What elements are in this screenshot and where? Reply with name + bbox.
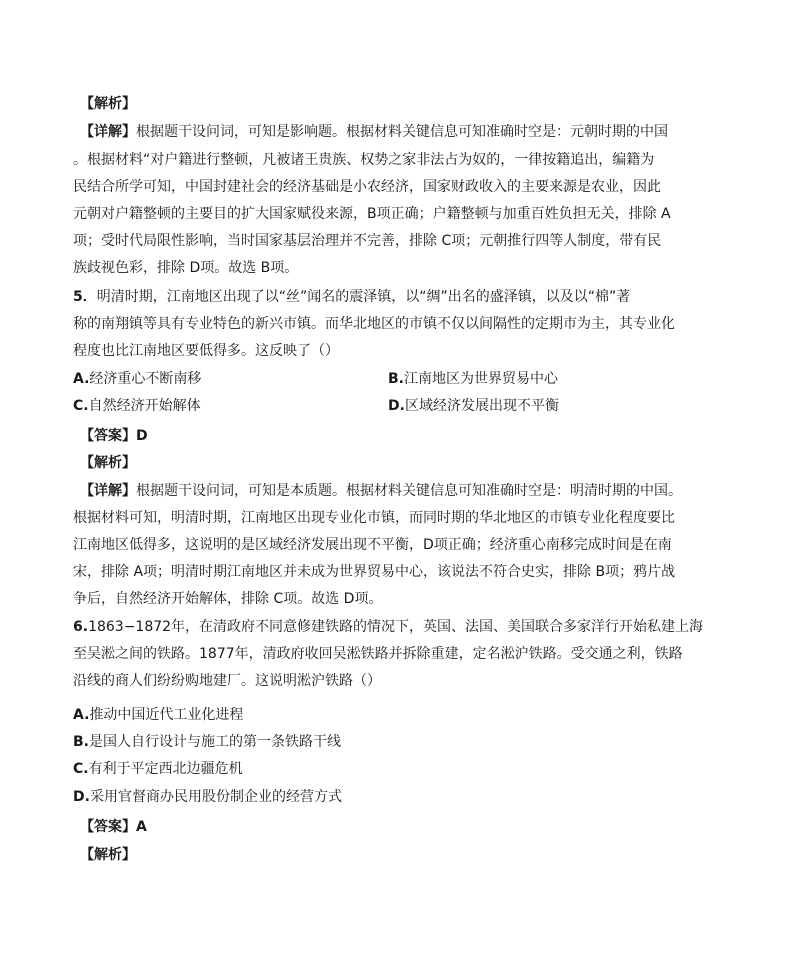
detail-paragraph-line: 族歧视色彩，排除 D项。故选 B项。 [73,260,299,276]
question-number: 5． [73,289,97,305]
detail-label: 【详解】 [80,483,136,499]
detail-paragraph-line: 项；受时代局限性影响，当时国家基层治理并不完善，排除 C项；元朝推行四等人制度，带有民 [73,233,662,249]
answer-value: A [136,819,147,835]
option-b: B.江南地区为世界贸易中心 [388,371,558,387]
option-b: B.是国人自行设计与施工的第一条铁路干线 [73,734,341,750]
analysis-heading: 【解析】 [80,455,136,471]
question-6-stem-line: 至吴淞之间的铁路。1877年，清政府收回吴淞铁路并拆除重建，定名淞沪铁路。受交通之利，铁路 [73,646,683,662]
option-d: D.采用官督商办民用股份制企业的经营方式 [73,789,342,805]
detail-paragraph-line: 元朝对户籍整顿的主要目的扩大国家赋役来源，B项正确；户籍整顿与加重百姓负担无关，排除 A [73,206,671,222]
question-6-stem: 6.1863−1872年，在清政府不同意修建铁路的情况下，英国、法国、美国联合多家洋行开始私建上海 [73,619,704,635]
analysis-heading: 【解析】 [80,96,136,112]
detail-paragraph-line: 争后，自然经济开始解体，排除 C项。故选 D项。 [73,591,383,607]
question-6-stem-line: 沿线的商人们纷纷购地建厂。这说明淞沪铁路（） [73,673,381,689]
question-5-stem: 5．明清时期，江南地区出现了以“丝”闻名的震泽镇，以“绸”出名的盛泽镇，以及以“棉”著 [73,289,631,305]
question-5-stem-line: 称的南翔镇等具有专业特色的新兴市镇。而华北地区的市镇不仅以间隔性的定期市为主，其专业化 [73,316,675,332]
option-a: A.经济重心不断南移 [73,371,202,387]
question-number: 6. [73,619,89,635]
answer-label: 【答案】 [80,428,136,444]
detail-paragraph-line: 。根据材料“对户籍进行整顿，凡被诸王贵族、权势之家非法占为奴的，一律按籍追出，编籍为 [73,152,655,168]
detail-paragraph-line: 【详解】根据题干设问词，可知是本质题。根据材料关键信息可知准确时空是：明清时期的中国。 [80,483,682,499]
answer-line [80,425,740,447]
option-d: D.区域经济发展出现不平衡 [388,398,559,414]
option-c: C.自然经济开始解体 [73,398,201,414]
answer-value: D [136,428,148,444]
analysis-heading: 【解析】 [80,847,136,863]
detail-paragraph-line: 宋，排除 A项；明清时期江南地区并未成为世界贸易中心，该说法不符合史实，排除 B项；鸦片战 [73,564,676,580]
detail-paragraph-line: 【详解】根据题干设问词，可知是影响题。根据材料关键信息可知准确时空是：元朝时期的中国 [80,124,668,140]
question-5-stem-line: 程度也比江南地区要低得多。这反映了（） [73,343,339,359]
detail-paragraph-line: 江南地区低得多，这说明的是区域经济发展出现不平衡，D项正确；经济重心南移完成时间是在南 [73,537,672,553]
detail-label: 【详解】 [80,124,136,140]
option-a: A.推动中国近代工业化进程 [73,707,244,723]
option-c: C.有利于平定西北边疆危机 [73,761,243,777]
detail-paragraph-line: 根据材料可知，明清时期，江南地区出现专业化市镇，而同时期的华北地区的市镇专业化程度要比 [73,510,675,526]
answer-line [80,816,740,838]
answer-label: 【答案】 [80,819,136,835]
detail-paragraph-line: 民结合所学可知，中国封建社会的经济基础是小农经济，国家财政收入的主要来源是农业，因此 [73,179,661,195]
